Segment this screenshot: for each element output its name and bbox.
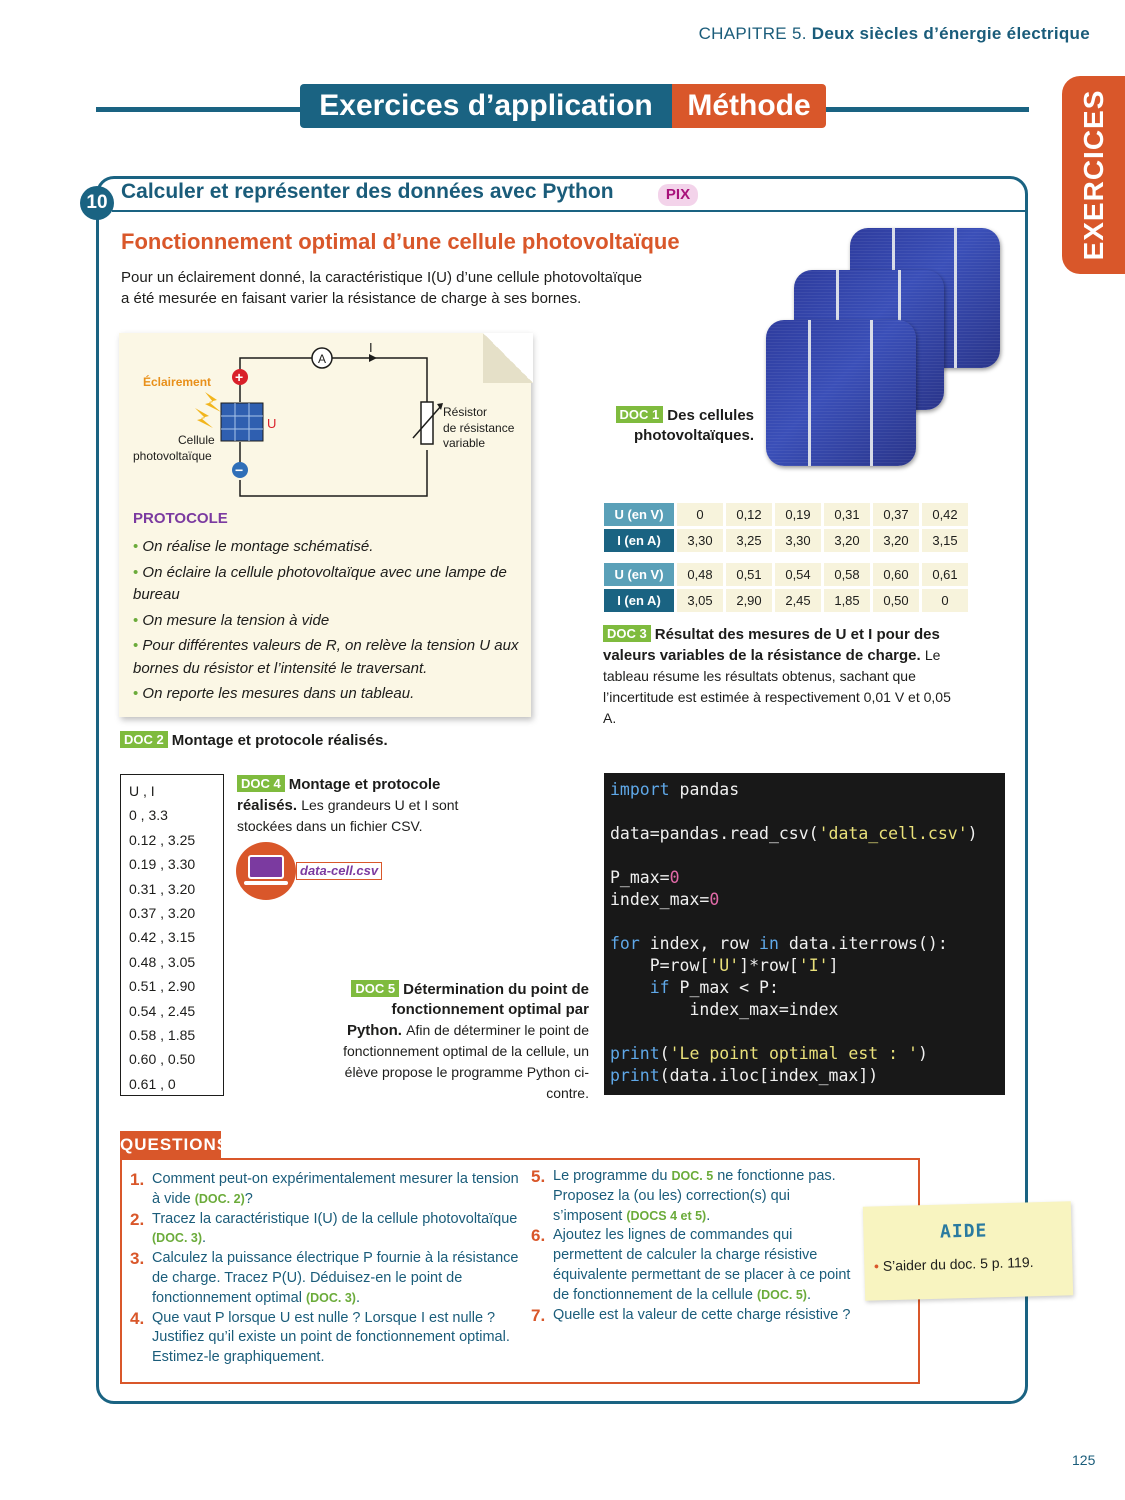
current-arrow-icon [369,354,377,362]
resistor-label-2: de résistance [443,421,515,435]
aide-title: AIDE [939,1220,988,1243]
protocole-title: PROTOCOLE [133,510,228,527]
csv-line: 0.60 , 0.50 [129,1051,196,1068]
csv-line: 0.61 , 0 [129,1075,176,1092]
eclairement-label: Éclairement [143,375,212,389]
aide-text: • S’aider du doc. 5 p. 119. [873,1253,1034,1275]
csv-line: 0.12 , 3.25 [129,831,196,848]
page-number: 125 [1072,1452,1096,1468]
side-tab-label: EXERCICES [1077,89,1109,261]
doc4-caption: DOC 4 Montage et protocole réalisés. Les grandeurs U et I sont stockées dans un fichier CSV. [237,776,459,834]
table-row: U (en V) 0 0,12 0,19 0,31 0,37 0,42 [604,503,968,526]
doc1-caption: DOC 1 Des cellules photovoltaïques. [604,406,754,446]
question-5: 5. Le programme du DOC. 5 ne fonctionne pas. Proposez la (ou les) correction(s) qui s’imposent (DOCS 4 et 5). [531,1167,836,1224]
chapter-title: Deux siècles d’énergie électrique [811,24,1090,43]
question-2: 2. Tracez la caractéristique I(U) de la cellule photovoltaïque (DOC. 3). [130,1209,518,1247]
csv-line: 0.19 , 3.30 [129,856,196,873]
voltage-label: U [267,416,277,431]
protocole-item: • On réalise le montage schématisé. [133,538,374,555]
protocole-item: • On éclaire la cellule photovoltaïque avec une lampe de bureau [133,563,507,603]
plus-label: + [235,369,244,385]
question-6: 6. Ajoutez les lignes de commandes qui permettent de calculer la charge résistive équivalente permettant de se placer à ce point de fonctionnement de la cellule (DOC. 5). [531,1226,851,1303]
question-1: 1. Comment peut-on expérimentalement mesurer la tension à vide (DOC. 2)? [130,1170,519,1207]
side-tab-exercices[interactable] [1062,76,1125,274]
intro-line-1: Pour un éclairement donné, la caractéristique I(U) d’une cellule photovoltaïque [121,269,643,286]
header-rule-left [96,107,302,112]
csv-line: 0.48 , 3.05 [129,953,196,970]
exercise-title: Calculer et représenter des données avec Python [121,180,614,203]
title-underline [112,210,1026,212]
current-label: I [369,340,373,355]
chapter-prefix: CHAPITRE 5. [698,24,807,43]
download-file-icon[interactable] [236,842,296,900]
questions-left-column [121,1170,521,1368]
csv-file-content [120,774,224,1096]
lightning-icon [205,392,221,412]
pix-badge: PIX [658,184,698,206]
exercise-subtitle: Fonctionnement optimal d’une cellule photovoltaïque [121,229,680,254]
solar-cells-photo [760,224,1010,474]
solar-panel-icon [221,403,263,441]
circuit-diagram [125,340,525,505]
header-rule-right [824,107,1029,112]
table-row: U (en V) 0,48 0,51 0,54 0,58 0,60 0,61 [604,563,968,586]
cell-label-1: Cellule [178,433,215,447]
table-row: I (en A) 3,05 2,90 2,45 1,85 0,50 0 [604,589,968,612]
cell-label-2: photovoltaïque [133,449,212,463]
table-row: I (en A) 3,30 3,25 3,30 3,20 3,20 3,15 [604,529,968,552]
lightning-icon-2 [195,408,213,428]
python-code-block: import pandas data=pandas.read_csv('data_cell.csv') P_max=0 index_max=0 for index, row in data.iterrows(): P=row['U']*row['I'] if P_max < P: index_max=index print('Le point optimal est : ') print(data.iloc[index_max]) [604,773,1005,1095]
csv-line: 0.54 , 2.45 [129,1002,196,1019]
question-4: 4. Que vaut P lorsque U est nulle ? Lorsque I est nulle ? Justifiez qu’il existe un point de fonctionnement optimal. Estimez-le graphiquement. [130,1308,510,1366]
csv-line: 0.58 , 1.85 [129,1027,196,1044]
resistor-label-3: variable [443,436,486,450]
protocole-item: • Pour différentes valeurs de R, on relève la tension U aux bornes du résistor et l’intensité le traversant. [133,637,519,677]
protocole-item: • On reporte les mesures dans un tableau. [133,685,415,702]
doc2-caption: DOC 2 Montage et protocole réalisés. [120,731,388,751]
banner-methode: Méthode [672,84,826,128]
csv-line: U , I [129,783,155,799]
questions-right-column [522,1167,862,1325]
protocole-list [133,536,523,709]
doc5-caption: DOC 5 Détermination du point de fonctionnement optimal par Python. Afin de déterminer le point de fonctionnement optimal de la cellule, un élève propose le programme Python ci-contre. [343,981,589,1101]
intro-line-2: a été mesurée en faisant varier la résistance de charge à ses bornes. [121,290,582,307]
question-7: 7. Quelle est la valeur de cette charge résistive ? [531,1305,851,1325]
exercise-intro [121,267,741,309]
ammeter-label: A [318,352,327,366]
measurements-table-1 [601,500,971,555]
protocole-item: • On mesure la tension à vide [133,611,330,629]
resistor-label-1: Résistor [443,405,488,419]
banner-exercices: Exercices d’application [300,84,672,128]
doc3-caption: DOC 3 Résultat des mesures de U et I pour des valeurs variables de la résistance de charge. Le tableau résume les résultats obtenus, sachant que l’incertitude est estimée à respectivement 0,01 V et 0,05 A. [603,626,951,726]
csv-line: 0.37 , 3.20 [129,905,196,922]
question-3: 3. Calculez la puissance électrique P fournie à la résistance de charge. Tracez P(U). Déduisez-en le point de fonctionnement optimal (DOC. 3). [130,1249,519,1306]
csv-line: 0.31 , 3.20 [129,880,196,897]
aide-note [863,1201,1073,1300]
chapter-heading [699,24,1090,44]
csv-line: 0.42 , 3.15 [129,929,196,946]
csv-line: 0 , 3.3 [129,807,168,824]
exercise-number: 10 [80,186,114,220]
minus-label: − [235,462,244,478]
measurements-table-2 [601,560,971,615]
csv-file-link[interactable]: data-cell.csv [296,862,382,880]
questions-tag: QUESTIONS [120,1131,221,1159]
csv-line: 0.51 , 2.90 [129,978,196,995]
